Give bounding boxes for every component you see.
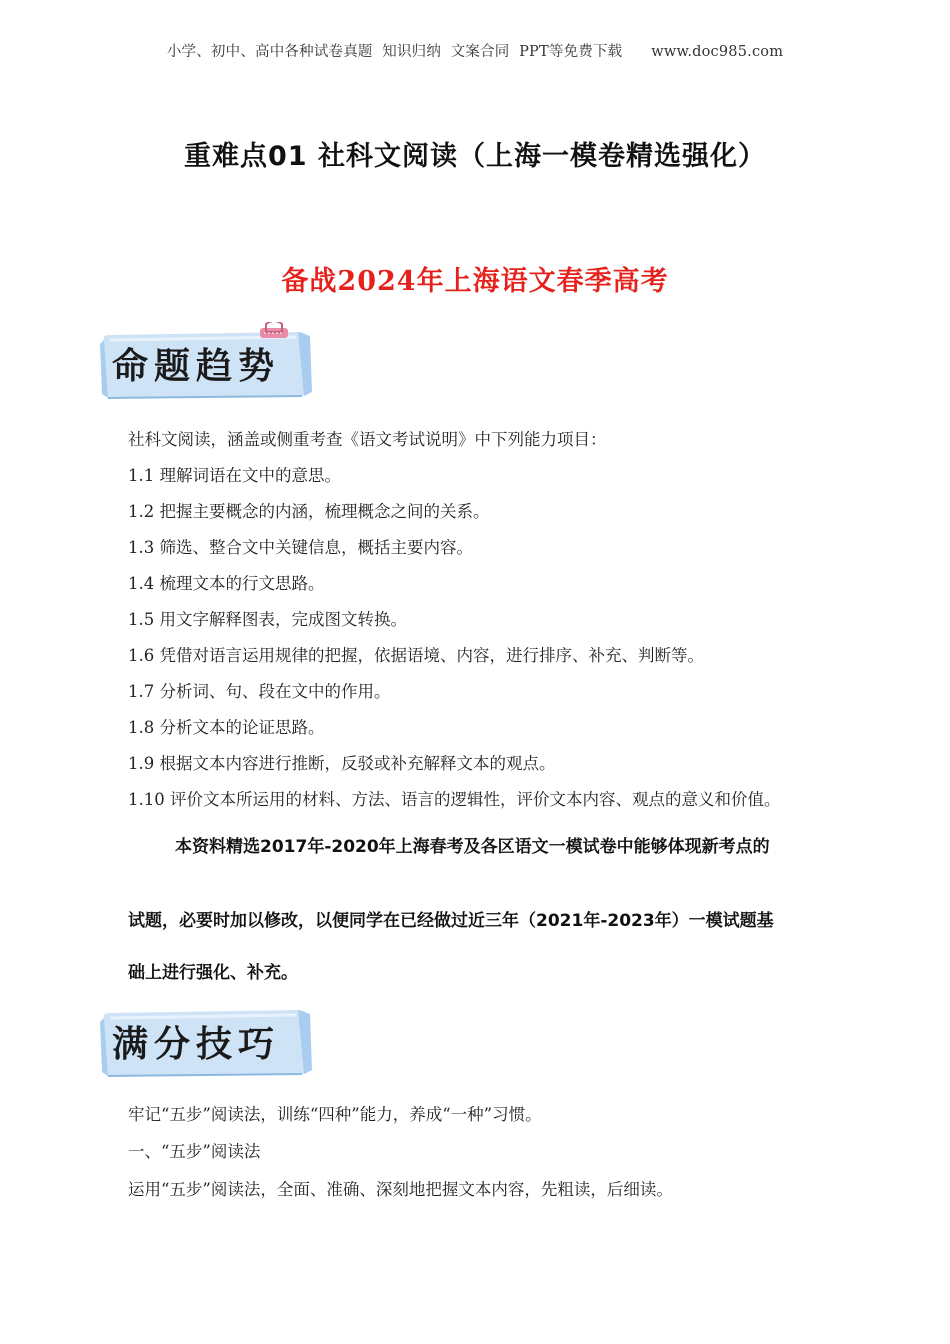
note-line: 础上进行强化、补充。 [128,963,298,983]
list-item: 1.9 根据文本内容进行推断，反驳或补充解释文本的观点。 [128,754,556,773]
section2-line: 一、“五步”阅读法 [128,1142,261,1161]
section2-line: 牢记“五步”阅读法，训练“四种”能力，养成“一种”习惯。 [128,1105,542,1124]
list-item: 1.10 评价文本所运用的材料、方法、语言的逻辑性，评价文本内容、观点的意义和价值。 [128,790,781,809]
list-item: 1.3 筛选、整合文中关键信息，概括主要内容。 [128,538,473,557]
section2-line: 运用“五步”阅读法，全面、准确、深刻地把握文本内容，先粗读，后细读。 [128,1180,673,1199]
badge-label: 满分技巧 [112,1023,281,1065]
section1-intro: 社科文阅读，涵盖或侧重考查《语文考试说明》中下列能力项目： [128,430,607,449]
document-title: 重难点01 社科文阅读（上海一模卷精选强化） [184,141,766,172]
badge-label: 命题趋势 [112,345,281,387]
list-item: 1.1 理解词语在文中的意思。 [128,466,341,485]
page-header: 小学、初中、高中各种试卷真题 知识归纳 文案合同 PPT等免费下载 www.doc985.com [166,44,784,60]
document-subtitle: 备战2024年上海语文春季高考 [281,266,669,297]
note-line: 试题，必要时加以修改，以便同学在已经做过近三年（2021年-2023年）一模试题基 [128,911,774,931]
section-badge-trend [98,322,316,402]
list-item: 1.7 分析词、句、段在文中的作用。 [128,682,391,701]
list-item: 1.6 凭借对语言运用规律的把握，依据语境、内容，进行排序、补充、判断等。 [128,646,704,665]
note-line: 本资料精选2017年-2020年上海春考及各区语文一模试卷中能够体现新考点的 [175,837,770,857]
list-item: 1.2 把握主要概念的内涵，梳理概念之间的关系。 [128,502,490,521]
list-item: 1.4 梳理文本的行文思路。 [128,574,325,593]
section-badge-skills [98,1000,316,1080]
list-item: 1.5 用文字解释图表，完成图文转换。 [128,610,407,629]
list-item: 1.8 分析文本的论证思路。 [128,718,325,737]
